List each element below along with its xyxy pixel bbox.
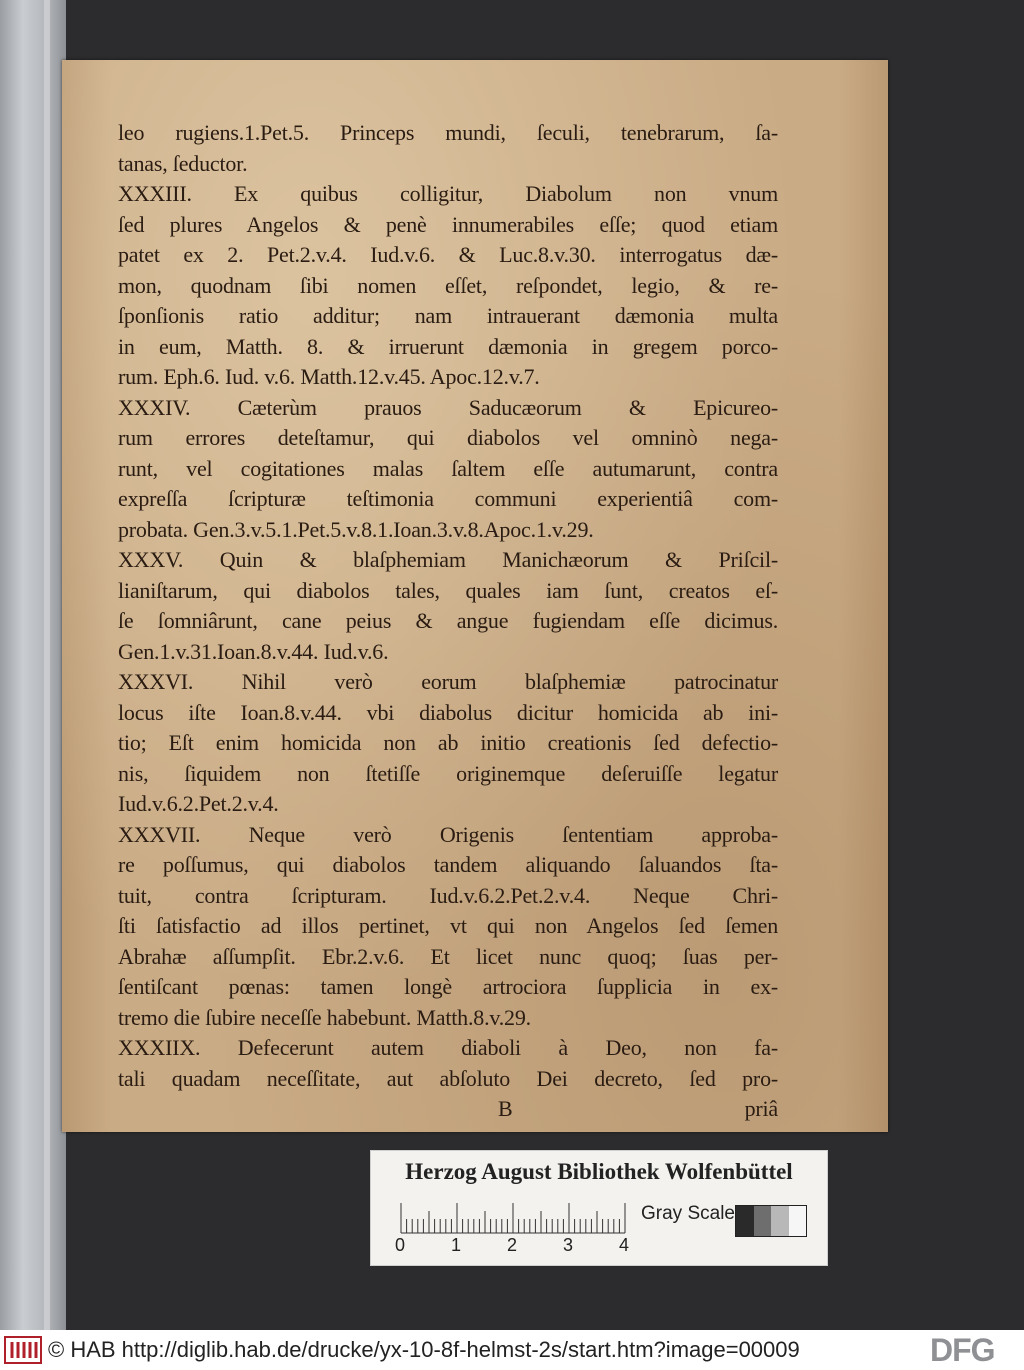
text-line: tremo die ſubire neceſſe habebunt. Matth.8.v.29. <box>118 1004 531 1030</box>
text-line: tali quadam neceſſitate, aut abſoluto Dei decreto, ſed pro- <box>118 1065 778 1091</box>
text-line: rum. Eph.6. Iud. v.6. Matth.12.v.45. Apoc.12.v.7. <box>118 364 540 389</box>
ruler-number: 4 <box>619 1235 630 1255</box>
grayscale-label: Gray Scale <box>641 1203 735 1224</box>
swatch-white <box>789 1206 807 1236</box>
text-line: mon, quodnam ſibi nomen eſſet, reſpondet, legio, & re- <box>118 272 778 298</box>
text-line: leo rugiens.1.Pet.5. Princeps mundi, ſeculi, tenebrarum, ſa- <box>118 120 778 145</box>
text-line: XXXV. Quin & blaſphemiam Manichæorum & Priſcil- <box>118 547 778 572</box>
hab-logo-icon <box>4 1336 42 1364</box>
ruler-number: 2 <box>507 1235 518 1255</box>
library-label-card <box>370 1150 828 1266</box>
text-line: runt, vel cogitationes malas ſaltem eſſe autumarunt, contra <box>118 455 778 481</box>
text-line: probata. Gen.3.v.5.1.Pet.5.v.8.1.Ioan.3.v.8.Apoc.1.v.29. <box>118 516 594 542</box>
swatch-dark-gray <box>754 1206 772 1236</box>
library-name: Herzog August Bibliothek Wolfenbüttel <box>405 1159 793 1184</box>
text-line: lianiſtarum, qui diabolos tales, quales iam ſunt, creatos eſ- <box>118 577 778 603</box>
text-line: XXXVI. Nihil verò eorum blaſphemiæ patrocinatur <box>118 669 778 694</box>
ruler-numbers <box>395 1235 635 1259</box>
text-line: nis, ſiquidem non ſtetiſſe originemque deſeruiſſe legatur <box>118 760 778 786</box>
swatch-light-gray <box>771 1206 789 1236</box>
text-line: in eum, Matth. 8. & irruerunt dæmonia in gregem porco- <box>118 333 778 359</box>
text-line: expreſſa ſcripturæ teſtimonia communi experientiâ com- <box>118 486 778 511</box>
text-line: rum errores deteſtamur, qui diabolos vel omninò nega- <box>118 425 778 450</box>
text-line: Iud.v.6.2.Pet.2.v.4. <box>118 791 279 816</box>
page-footer-line <box>118 1094 778 1125</box>
ruler-scale <box>399 1201 629 1235</box>
text-line: ſe ſomniârunt, cane peius & angue fugiendam eſſe dicimus. <box>118 608 778 633</box>
ruler-number: 3 <box>563 1235 574 1255</box>
catchword: priâ <box>744 1096 778 1121</box>
text-line: locus iſte Ioan.8.v.44. vbi diabolus dicitur homicida ab ini- <box>118 699 778 725</box>
text-line: XXXIIX. Defecerunt autem diaboli à Deo, non fa- <box>118 1035 778 1060</box>
previous-page-edge <box>0 0 66 1330</box>
text-line: XXXIV. Cæterùm prauos Saducæorum & Epicureo- <box>118 394 778 420</box>
text-line: ſti ſatisfactio ad illos pertinet, vt qui non Angelos ſed ſemen <box>118 913 778 938</box>
dfg-logo: DFG <box>930 1332 995 1368</box>
ruler-number: 0 <box>395 1235 406 1255</box>
signature-mark: B <box>498 1096 513 1121</box>
text-line: ſed plures Angelos & penè innumerabiles eſſe; quod etiam <box>118 211 778 237</box>
text-line: Gen.1.v.31.Ioan.8.v.44. Iud.v.6. <box>118 638 389 664</box>
ruler-number: 1 <box>451 1235 462 1255</box>
swatch-black <box>736 1206 754 1236</box>
footer-url[interactable]: © HAB http://diglib.hab.de/drucke/yx-10-8f-helmst-2s/start.htm?image=00009 <box>48 1337 800 1362</box>
text-line: tanas, ſeductor. <box>118 150 248 176</box>
text-line: ſentiſcant pœnas: tamen longè artrociora ſupplicia in ex- <box>118 974 778 999</box>
footer-bar <box>0 1330 1024 1370</box>
text-line: tio; Eſt enim homicida non ab initio creationis ſed defectio- <box>118 730 778 755</box>
text-line: XXXVII. Neque verò Origenis ſententiam approba- <box>118 821 778 847</box>
book-page <box>62 60 888 1132</box>
text-line: re poſſumus, qui diabolos tandem aliquando ſaluandos ſta- <box>118 852 778 877</box>
page-edge-highlight <box>44 0 50 1330</box>
text-line: patet ex 2. Pet.2.v.4. Iud.v.6. & Luc.8.v.30. interrogatus dæ- <box>118 242 778 267</box>
text-lines <box>118 118 778 1094</box>
text-line: tuit, contra ſcripturam. Iud.v.6.2.Pet.2.v.4. Neque Chri- <box>118 882 778 908</box>
page-text <box>118 118 778 1125</box>
text-line: XXXIII. Ex quibus colligitur, Diabolum non vnum <box>118 181 778 206</box>
text-line: Abrahæ aſſumpſit. Ebr.2.v.6. Et licet nunc quoq; ſuas per- <box>118 943 778 969</box>
text-line: ſponſionis ratio additur; nam intrauerant dæmonia multa <box>118 303 778 328</box>
grayscale-swatch <box>735 1205 807 1237</box>
